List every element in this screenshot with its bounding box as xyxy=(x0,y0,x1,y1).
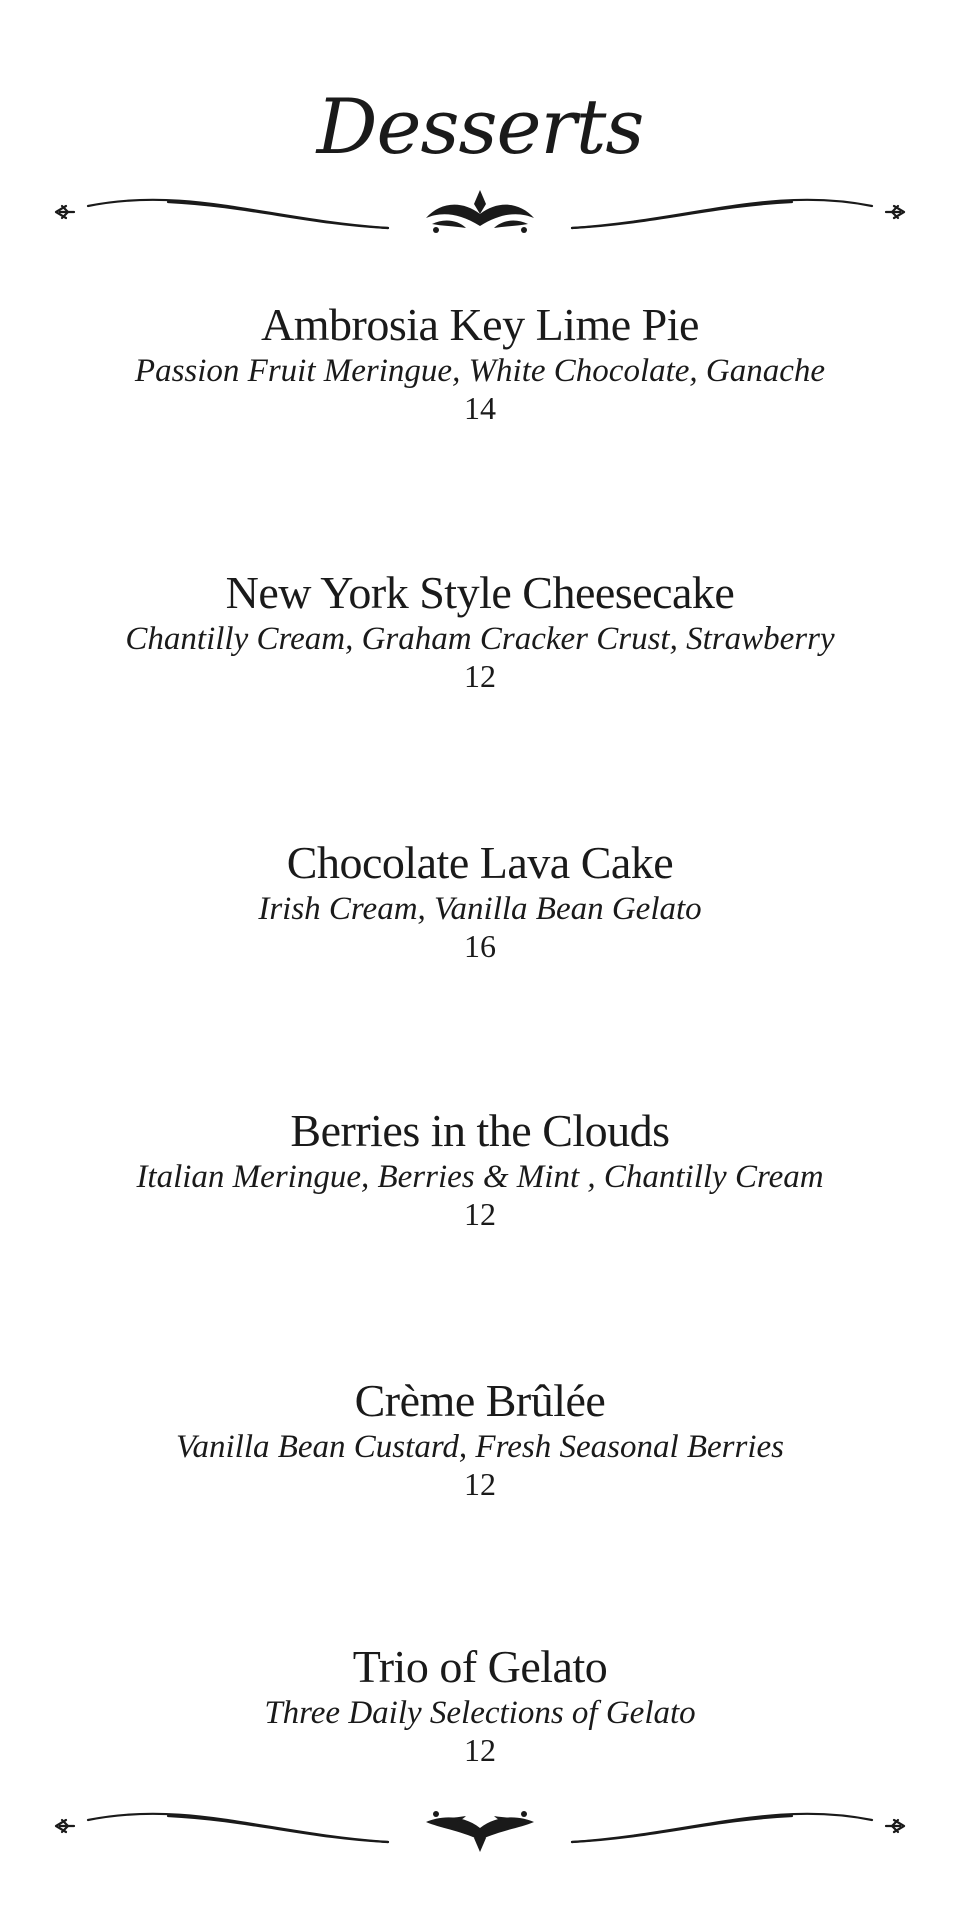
scroll-divider-icon xyxy=(48,1798,912,1858)
item-price: 12 xyxy=(464,1196,496,1232)
scroll-divider-icon xyxy=(48,184,912,244)
item-price: 14 xyxy=(464,390,496,426)
menu-item xyxy=(0,566,960,694)
item-price: 12 xyxy=(464,1732,496,1768)
item-name: New York Style Cheesecake xyxy=(225,567,735,618)
menu-item xyxy=(0,1104,960,1232)
menu-item xyxy=(0,1640,960,1768)
menu-item xyxy=(0,836,960,964)
item-description: Italian Meringue, Berries & Mint , Chantilly Cream xyxy=(136,1159,824,1195)
item-name: Trio of Gelato xyxy=(352,1641,608,1692)
item-name: Crème Brûlée xyxy=(354,1375,606,1426)
item-description: Chantilly Cream, Graham Cracker Crust, Strawberry xyxy=(125,621,835,657)
menu-item xyxy=(0,298,960,426)
scroll-divider-top xyxy=(48,184,912,244)
menu-item xyxy=(0,1374,960,1502)
page-title: Desserts xyxy=(316,82,644,171)
item-name: Berries in the Clouds xyxy=(290,1105,670,1156)
item-price: 12 xyxy=(464,658,496,694)
item-name: Ambrosia Key Lime Pie xyxy=(261,299,699,350)
scroll-divider-bottom xyxy=(48,1798,912,1858)
item-description: Vanilla Bean Custard, Fresh Seasonal Berries xyxy=(175,1429,785,1465)
item-description: Three Daily Selections of Gelato xyxy=(264,1695,696,1731)
item-description: Irish Cream, Vanilla Bean Gelato xyxy=(258,891,702,927)
item-name: Chocolate Lava Cake xyxy=(286,837,674,888)
item-price: 16 xyxy=(464,928,496,964)
item-description: Passion Fruit Meringue, White Chocolate, Ganache xyxy=(134,353,826,389)
item-price: 12 xyxy=(464,1466,496,1502)
